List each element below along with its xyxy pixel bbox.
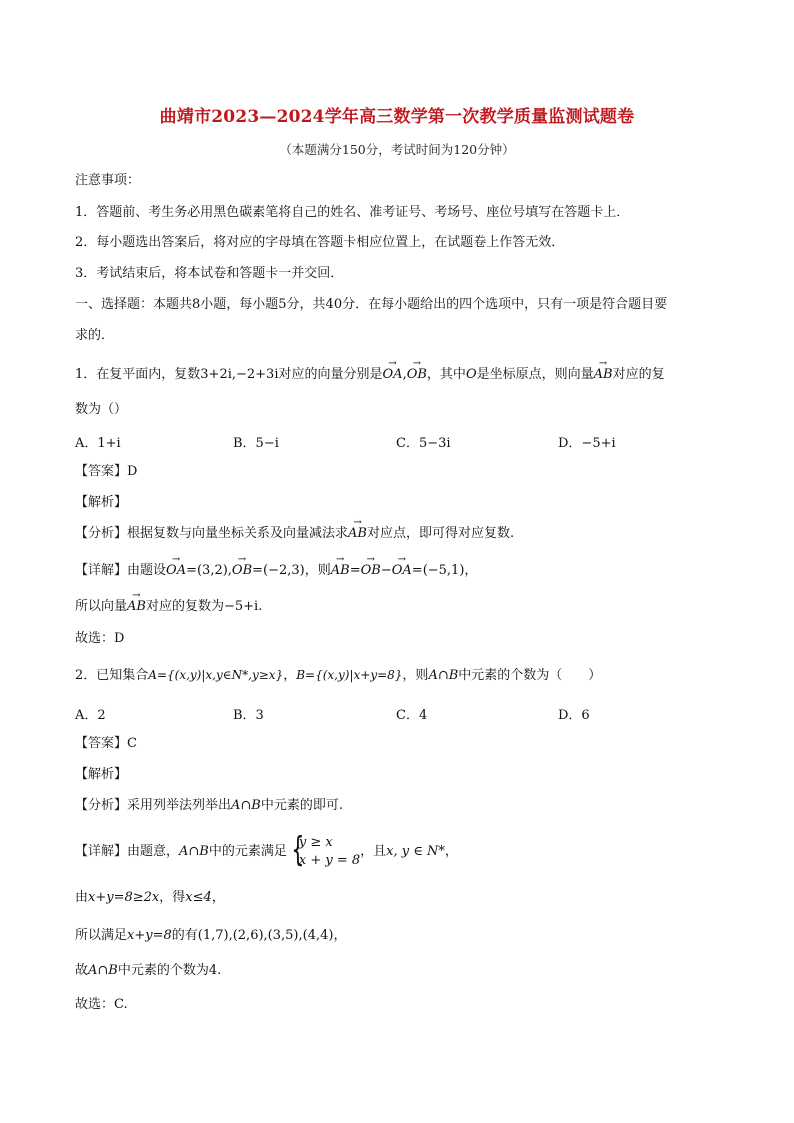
page-subtitle: （本题满分150分，考试时间为120分钟） bbox=[279, 142, 515, 157]
q2-answer: 【答案】C bbox=[75, 736, 137, 751]
vector-ab: → AB bbox=[594, 366, 613, 384]
q1-xiangjie: 【详解】由题设→ OA=(3,2),→ OB=(−2,3)，则→ AB=→ OB−→ OA=(−5,1)， bbox=[75, 562, 477, 580]
q1-option-c: C．5−3i bbox=[396, 436, 451, 451]
note-item-1: 1．答题前、考生务必用黑色碳素笔将自己的姓名、准考证号、考场号、座位号填写在答题卡上． bbox=[75, 205, 630, 220]
q1-stem-line1: 1．在复平面内，复数3+2i,−2+3i对应的向量分别是→ OA,→ OB，其中O是坐标原点，则向量→ AB对应的复 bbox=[75, 366, 665, 384]
page-title: 曲靖市2023—2024学年高三数学第一次教学质量监测试题卷 bbox=[159, 107, 635, 127]
q2-xiangjie: 【详解】由题意，A∩B中的元素满足 { y ≥ x x + y = 8 ，且x, y ∈ N*， bbox=[75, 829, 458, 870]
section-heading-line1: 一、选择题：本题共8小题，每小题5分，共40分．在每小题给出的四个选项中，只有一项是符合题目要 bbox=[75, 297, 668, 312]
q2-option-c: C．4 bbox=[396, 708, 428, 723]
q1-stem-line2: 数为（） bbox=[75, 402, 128, 417]
q1-option-d: D．−5+i bbox=[558, 436, 616, 451]
equation-system: { y ≥ x x + y = 8 bbox=[291, 829, 361, 870]
q2-conclusion: 故A∩B中元素的个数为4. bbox=[75, 963, 222, 978]
q2-step-list: 所以满足x+y=8的有(1,7),(2,6),(3,5),(4,4)， bbox=[75, 928, 347, 943]
q1-conclusion: 所以向量→ AB对应的复数为−5+i. bbox=[75, 598, 262, 616]
q2-option-a: A．2 bbox=[75, 708, 106, 723]
q2-stem: 2．已知集合A={(x,y)|x,y∈N*,y≥x}，B={(x,y)|x+y=8}，则A∩B中元素的个数为（ ） bbox=[75, 668, 602, 683]
section-heading-line2: 求的． bbox=[75, 328, 115, 343]
q1-analysis-label: 【解析】 bbox=[75, 495, 128, 510]
q1-complex-numbers: 3+2i,−2+3i bbox=[200, 367, 279, 382]
vector-ob: → OB bbox=[407, 366, 427, 384]
q1-fenxi: 【分析】根据复数与向量坐标关系及向量减法求→ AB对应点，即可得对应复数. bbox=[75, 525, 514, 543]
q2-option-d: D．6 bbox=[558, 708, 590, 723]
q1-choose: 故选：D bbox=[75, 631, 125, 646]
q2-choose: 故选：C. bbox=[75, 997, 128, 1012]
vector-oa: → OA bbox=[383, 366, 403, 384]
q1-option-b: B．5−i bbox=[233, 436, 279, 451]
origin-symbol: O bbox=[465, 367, 477, 382]
q2-fenxi: 【分析】采用列举法列举出A∩B中元素的即可. bbox=[75, 798, 344, 813]
note-item-3: 3．考试结束后，将本试卷和答题卡一并交回． bbox=[75, 266, 344, 281]
q1-option-a: A．1+i bbox=[75, 436, 121, 451]
set-b: B={(x,y)|x+y=8} bbox=[296, 668, 403, 682]
q2-analysis-label: 【解析】 bbox=[75, 767, 128, 782]
q2-option-b: B．3 bbox=[233, 708, 264, 723]
notes-heading: 注意事项： bbox=[75, 173, 141, 188]
note-item-2: 2．每小题选出答案后，将对应的字母填在答题卡相应位置上，在试题卷上作答无效． bbox=[75, 235, 565, 250]
q2-step-inequality: 由x+y=8≥2x，得x≤4， bbox=[75, 890, 225, 905]
q1-answer: 【答案】D bbox=[75, 464, 138, 479]
set-a: A={(x,y)|x,y∈N*,y≥x} bbox=[148, 668, 284, 682]
